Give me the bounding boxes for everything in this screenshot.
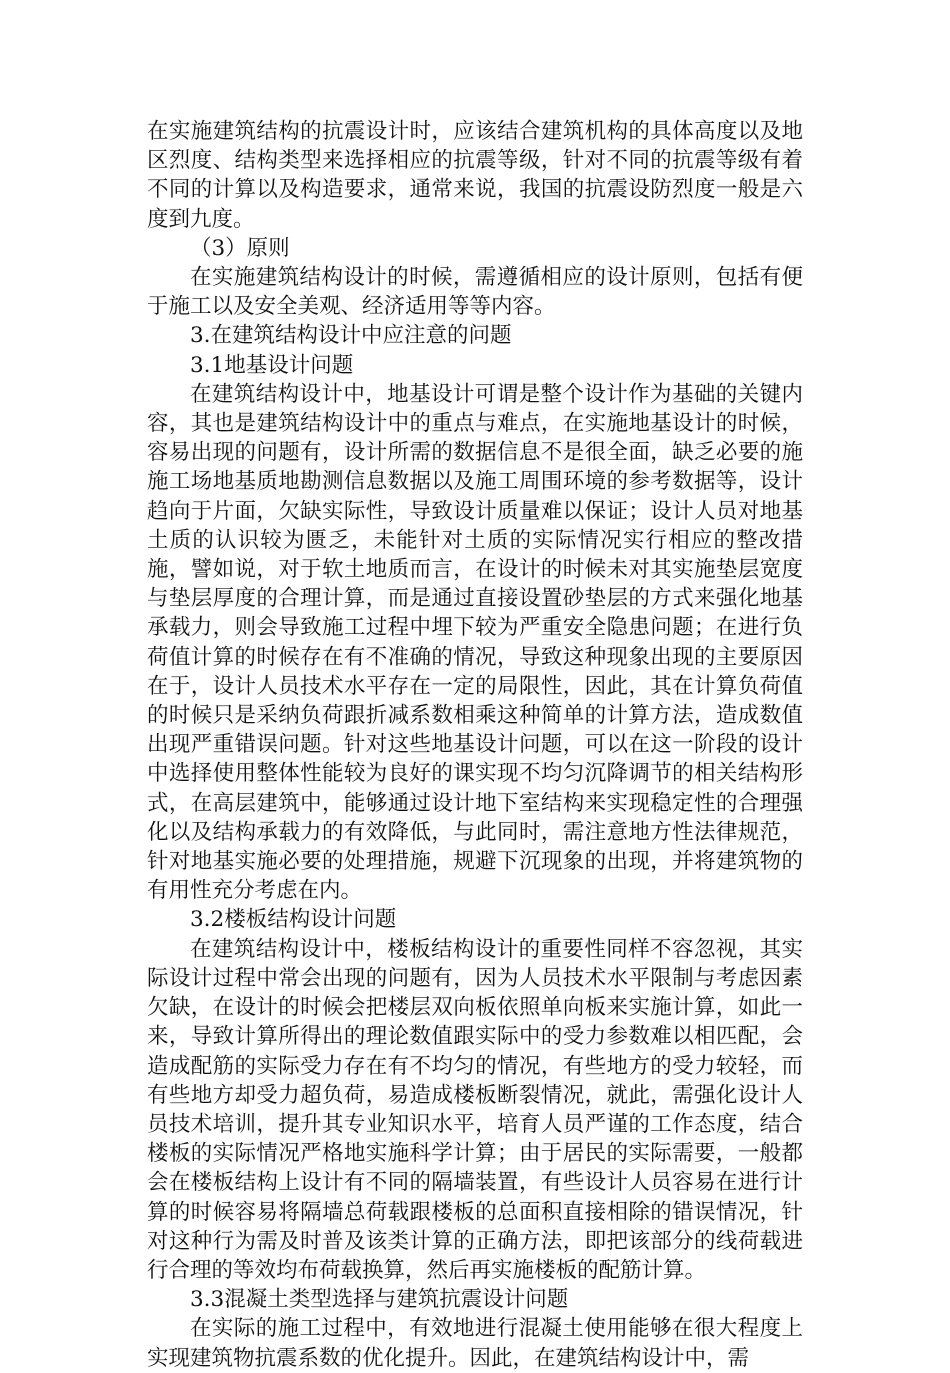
paragraph-continued-seismic-grade: 在实施建筑结构的抗震设计时，应该结合建筑机构的具体高度以及地区烈度、结构类型来选择相应的抗震等级，针对不同的抗震等级有着不同的计算以及构造要求，通常来说，我国的抗震设防烈度一般是六度到九度。 bbox=[147, 119, 803, 232]
section-heading-3-3: 3.3混凝土类型选择与建筑抗震设计问题 bbox=[190, 1287, 569, 1313]
section-heading-3-1: 3.1地基设计问题 bbox=[190, 352, 354, 378]
document-body bbox=[147, 117, 803, 1373]
section-heading-3: 3.在建筑结构设计中应注意的问题 bbox=[190, 323, 512, 349]
paragraph-concrete-seismic: 在实际的施工过程中，有效地进行混凝土使用能够在很大程度上实现建筑物抗震系数的优化提升。因此，在建筑结构设计中，需 bbox=[147, 1316, 803, 1371]
paragraph-design-principles: 在实施建筑结构设计的时候，需遵循相应的设计原则，包括有便于施工以及安全美观、经济适用等等内容。 bbox=[147, 265, 803, 320]
section-heading-3-2: 3.2楼板结构设计问题 bbox=[190, 907, 397, 933]
paragraph-floor-slab-design: 在建筑结构设计中，楼板结构设计的重要性同样不容忽视，其实际设计过程中常会出现的问题有，因为人员技术水平限制与考虑因素欠缺，在设计的时候会把楼层双向板依照单向板来实施计算，如此一来，导致计算所得出的理论数值跟实际中的受力参数难以相匹配，会造成配筋的实际受力存在有不均匀的情况，有些地方的受力较轻，而有些地方却受力超负荷，易造成楼板断裂情况，就此，需强化设计人员技术培训，提升其专业知识水平，培育人员严谨的工作态度，结合楼板的实际情况严格地实施科学计算；由于居民的实际需要，一般都会在楼板结构上设计有不同的隔墙装置，有些设计人员容易在进行计算的时候容易将隔墙总荷载跟楼板的总面积直接相除的错误情况，针对这种行为需及时普及该类计算的正确方法，即把该部分的线荷载进行合理的等效均布荷载换算，然后再实施楼板的配筋计算。 bbox=[147, 936, 803, 1283]
subheading-principles: （3）原则 bbox=[190, 235, 290, 261]
paragraph-foundation-design: 在建筑结构设计中，地基设计可谓是整个设计作为基础的关键内容，其也是建筑结构设计中的重点与难点，在实施地基设计的时候，容易出现的问题有，设计所需的数据信息不是很全面，缺乏必要的施施工场地基质地勘测信息数据以及施工周围环境的参考数据等，设计趋向于片面，欠缺实际性，导致设计质量难以保证；设计人员对地基土质的认识较为匮乏，未能针对土质的实际情况实行相应的整改措施，譬如说，对于软土地质而言，在设计的时候未对其实施垫层宽度与垫层厚度的合理计算，而是通过直接设置砂垫层的方式来强化地基承载力，则会导致施工过程中埋下较为严重安全隐患问题；在进行负荷值计算的时候存在有不准确的情况，导致这种现象出现的主要原因在于，设计人员技术水平存在一定的局限性，因此，其在计算负荷值的时候只是采纳负荷跟折减系数相乘这种简单的计算方法，造成数值出现严重错误问题。针对这些地基设计问题，可以在这一阶段的设计中选择使用整体性能较为良好的课实现不均匀沉降调节的相关结构形式，在高层建筑中，能够通过设计地下室结构来实现稳定性的合理强化以及结构承载力的有效降低，与此同时，需注意地方性法律规范，针对地基实施必要的处理措施，规避下沉现象的出现，并将建筑物的有用性充分考虑在内。 bbox=[147, 381, 803, 904]
